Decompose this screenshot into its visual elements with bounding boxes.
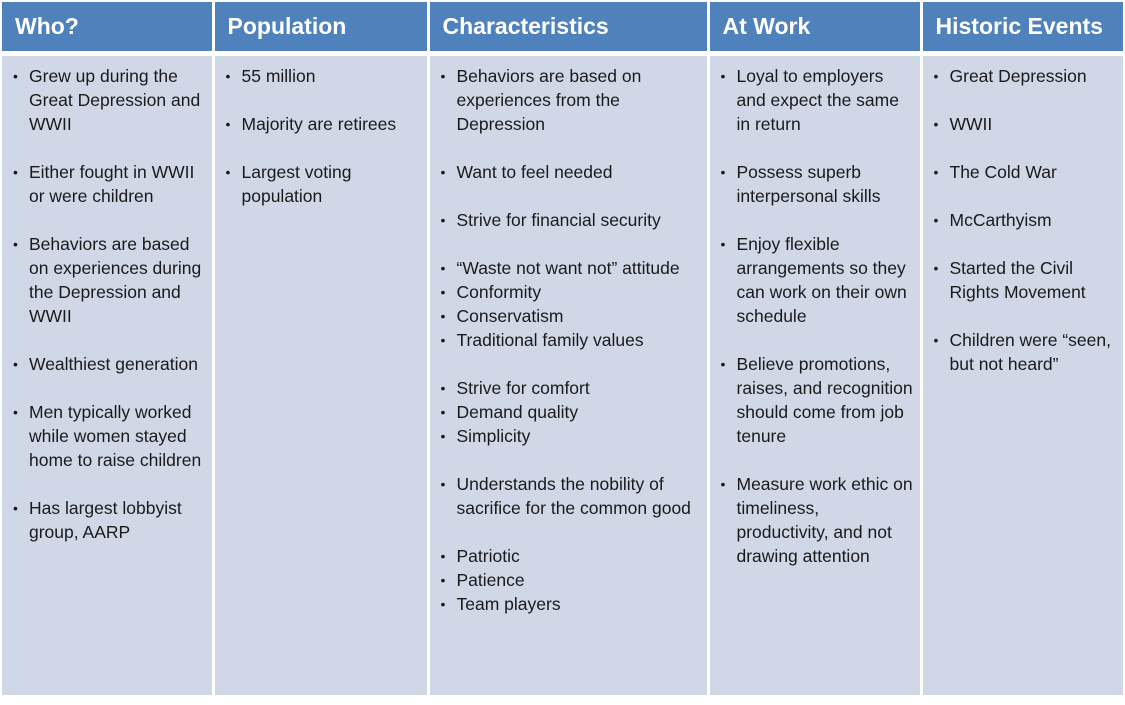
bullet-icon: • — [13, 355, 18, 372]
list-item-text: Believe promotions, raises, and recognition should come from job tenure — [736, 353, 913, 446]
list-item — [12, 496, 208, 544]
table-header — [2, 2, 1123, 53]
bullet-icon: • — [440, 163, 446, 180]
list-item — [720, 64, 916, 136]
list-item-text: Grew up during the Great Depression and WWII — [29, 65, 201, 134]
bullet-icon: • — [440, 595, 446, 612]
bullet-icon: • — [933, 331, 939, 348]
header-row — [2, 2, 1123, 53]
header-characteristics: Characteristics — [428, 2, 708, 53]
bullet-icon: • — [440, 475, 446, 492]
column-at-work — [708, 53, 921, 695]
list-item-text: Great Depression — [949, 65, 1087, 86]
bullet-list-who — [12, 64, 208, 544]
list-item — [720, 232, 916, 328]
list-item — [12, 352, 208, 376]
list-item — [933, 208, 1120, 232]
bullet-icon: • — [440, 403, 446, 420]
bullet-icon: • — [933, 115, 939, 132]
bullet-icon: • — [225, 163, 231, 180]
list-item — [440, 400, 703, 424]
list-item — [225, 64, 423, 88]
list-item-text: Patriotic — [456, 545, 520, 566]
bullet-icon: • — [440, 211, 446, 228]
list-item-text: Want to feel needed — [456, 161, 613, 182]
table-body — [2, 53, 1123, 695]
list-item — [225, 112, 423, 136]
bullet-icon: • — [440, 307, 446, 324]
list-item — [12, 232, 208, 328]
bullet-icon: • — [933, 211, 939, 228]
header-population: Population — [213, 2, 428, 53]
bullet-icon: • — [13, 67, 18, 84]
bullet-list-at-work — [720, 64, 916, 568]
list-item-text: Demand quality — [456, 401, 579, 422]
list-item-text: Largest voting population — [241, 161, 352, 206]
list-item-text: Possess superb interpersonal skills — [736, 161, 881, 206]
bullet-icon: • — [440, 571, 446, 588]
list-item-text: Simplicity — [456, 425, 531, 446]
bullet-icon: • — [720, 67, 726, 84]
list-item — [440, 424, 703, 448]
list-item-text: Traditional family values — [456, 329, 644, 350]
list-item-text: Measure work ethic on timeliness, productivity, and not drawing attention — [736, 473, 913, 566]
bullet-icon: • — [720, 475, 726, 492]
list-item-text: Loyal to employers and expect the same in return — [736, 65, 899, 134]
bullet-icon: • — [440, 427, 446, 444]
list-item — [440, 568, 703, 592]
list-item — [12, 160, 208, 208]
bullet-icon: • — [720, 163, 726, 180]
bullet-icon: • — [440, 259, 446, 276]
list-item-text: WWII — [949, 113, 993, 134]
list-item — [440, 472, 703, 520]
column-historic-events — [921, 53, 1123, 695]
list-item — [720, 352, 916, 448]
list-item-text: The Cold War — [949, 161, 1057, 182]
list-item-text: Wealthiest generation — [29, 353, 198, 374]
bullet-icon: • — [13, 163, 18, 180]
header-who: Who? — [2, 2, 213, 53]
list-item — [12, 64, 208, 136]
header-at-work: At Work — [708, 2, 921, 53]
list-item-text: Conformity — [456, 281, 542, 302]
list-item-text: Majority are retirees — [241, 113, 397, 134]
bullet-icon: • — [13, 403, 18, 420]
list-item — [440, 208, 703, 232]
list-item-text: Either fought in WWII or were children — [29, 161, 195, 206]
list-item-text: Patience — [456, 569, 525, 590]
list-item — [440, 592, 703, 616]
list-item — [440, 544, 703, 568]
bullet-list-characteristics — [440, 64, 703, 616]
list-item-text: McCarthyism — [949, 209, 1052, 230]
bullet-icon: • — [13, 499, 18, 516]
list-item-text: Understands the nobility of sacrifice for the common good — [456, 473, 691, 518]
bullet-icon: • — [440, 379, 446, 396]
list-item — [933, 328, 1120, 376]
list-item — [440, 328, 703, 352]
list-item-text: 55 million — [241, 65, 316, 86]
list-item-text: Conservatism — [456, 305, 564, 326]
bullet-list-population — [225, 64, 423, 208]
column-population — [213, 53, 428, 695]
bullet-icon: • — [720, 235, 726, 252]
bullet-icon: • — [933, 163, 939, 180]
bullet-icon: • — [933, 259, 939, 276]
bullet-icon: • — [440, 67, 446, 84]
list-item — [225, 160, 423, 208]
body-row — [2, 53, 1123, 695]
list-item-text: Behaviors are based on experiences during the Depression and WWII — [29, 233, 202, 326]
list-item — [440, 280, 703, 304]
list-item — [933, 112, 1120, 136]
list-item-text: Strive for financial security — [456, 209, 661, 230]
list-item — [440, 64, 703, 136]
bullet-icon: • — [13, 235, 18, 252]
bullet-icon: • — [225, 115, 231, 132]
list-item-text: “Waste not want not” attitude — [456, 257, 680, 278]
bullet-list-historic-events — [933, 64, 1120, 376]
list-item-text: Children were “seen, but not heard” — [949, 329, 1111, 374]
header-historic-events: Historic Events — [921, 2, 1123, 53]
list-item — [440, 376, 703, 400]
list-item — [440, 256, 703, 280]
bullet-icon: • — [440, 331, 446, 348]
column-who — [2, 53, 213, 695]
bullet-icon: • — [720, 355, 726, 372]
list-item — [933, 64, 1120, 88]
column-characteristics — [428, 53, 708, 695]
list-item — [440, 160, 703, 184]
list-item-text: Behaviors are based on experiences from the Depression — [456, 65, 642, 134]
bullet-icon: • — [440, 283, 446, 300]
generation-table — [2, 2, 1123, 695]
list-item — [12, 400, 208, 472]
list-item — [440, 304, 703, 328]
list-item-text: Team players — [456, 593, 561, 614]
list-item-text: Men typically worked while women stayed home to raise children — [29, 401, 202, 470]
list-item-text: Started the Civil Rights Movement — [949, 257, 1086, 302]
list-item-text: Has largest lobbyist group, AARP — [29, 497, 182, 542]
list-item — [933, 160, 1120, 184]
list-item — [720, 472, 916, 568]
bullet-icon: • — [225, 67, 231, 84]
bullet-icon: • — [933, 67, 939, 84]
list-item-text: Strive for comfort — [456, 377, 590, 398]
bullet-icon: • — [440, 547, 446, 564]
list-item-text: Enjoy flexible arrangements so they can work on their own schedule — [736, 233, 907, 326]
list-item — [720, 160, 916, 208]
list-item — [933, 256, 1120, 304]
